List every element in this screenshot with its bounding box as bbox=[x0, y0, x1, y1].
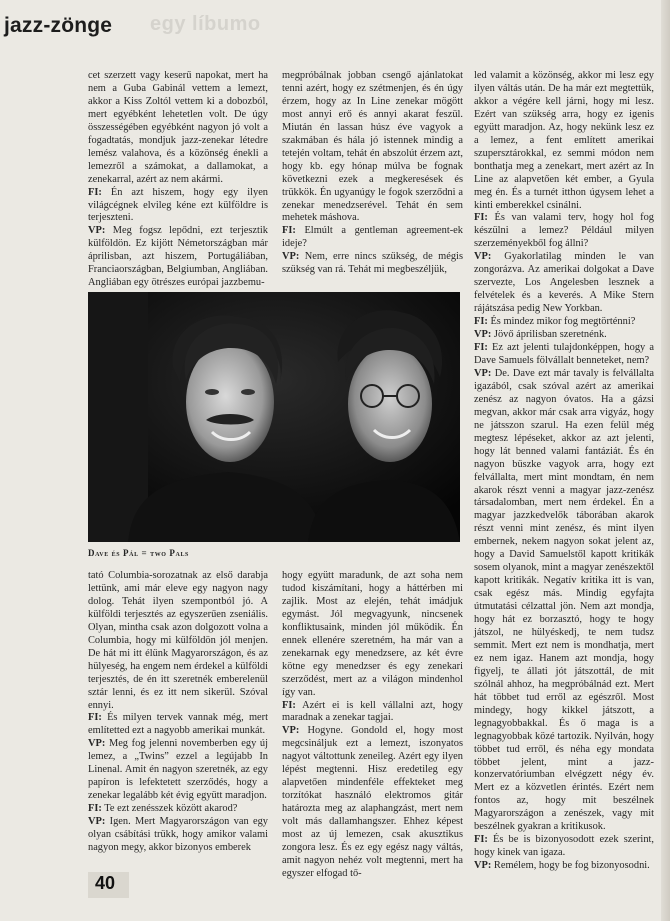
speaker-label: FI: bbox=[282, 699, 296, 711]
paragraph-text: Ez azt jelenti tulajdonképpen, hogy a Dave Samuels fölvállalt benneteket, nem? bbox=[474, 342, 654, 366]
paragraph bbox=[282, 70, 463, 225]
paragraph-text: tató Columbia-sorozatnak az első darabja lettünk, ami már eleve egy nagyon nagy dolog. Tehát ilyen szempontból jó. A külföldi terjesztés az egyszerűen zseniális. Olyan, mintha csak azon dolgozott volna a Columbia, hogy mi külföldön jól menjen. De hát mi itt élünk Magyarországon, és az hülyeség, ha engem nem érdekel a külföldi terjesztés, de én itt szeretnék emberelenül sztár lenni, és ez itt nem sikerül. Szóval ennyi. bbox=[88, 570, 268, 711]
paragraph-text: Nem, erre nincs szükség, de mégis szükség van rá. Tehát mi megbeszéljük, bbox=[282, 251, 463, 276]
speaker-label: FI: bbox=[88, 712, 102, 724]
paragraph bbox=[88, 738, 268, 803]
speaker-label: VP: bbox=[88, 816, 106, 828]
paragraph bbox=[282, 725, 463, 880]
paragraph-text: Gyakorlatilag minden le van zongorázva. Az amerikai dolgokat a Dave szervezte, Los Angelesben lesznek a felvételek és a keverés. A Mike Stern rájátszása pedig New Yorkban. bbox=[474, 251, 654, 315]
speaker-label: VP: bbox=[282, 251, 300, 263]
paragraph-text: És be is bizonyosodott ezek szerint, hogy kinek van igaza. bbox=[474, 834, 654, 859]
bleed-through-title: egy líbumo bbox=[150, 13, 261, 35]
section-title: jazz-zönge bbox=[4, 14, 113, 37]
paragraph-text: Elmúlt a gentleman agreement-ek ideje? bbox=[282, 225, 463, 250]
page-number: 40 bbox=[95, 873, 116, 893]
paragraph-text: Igen. Mert Magyarországon van egy olyan csábítási trükk, hogy amikor valami nagyon megy, akkor bizonyos emberek bbox=[88, 816, 268, 854]
paragraph-text: led valamit a közönség, akkor mi lesz egy ilyen váltás után. De ha már ezt megtettük, akkor a végére kell járni, hogy mi lesz. Ezért van szükség arra, hogy ez igenis együtt maradjon. Az, hogy nekünk lesz ez a lemez, a fent említett amerikai szupersztárokkal, ez semmi módon nem bonthatja meg a zenekart, mert azért az In Line az alapvetően két ember, a Gyula meg én. És a turnét itthon úgysem lehet a kinti emberekkel csinálni. bbox=[474, 70, 654, 211]
paragraph bbox=[88, 803, 268, 816]
paragraph-text: megpróbálnak jobban csengő ajánlatokat tenni azért, hogy ez szétmenjen, és én úgy érzem, hogy az In Line zenekar mögött most annyi erő és annyi akarat feszül. Miután én lassan húsz éve vagyok a szakmában és hála jó istennek mindig a tetején voltam, tehát én abszolút érzem azt, hogy kb. egy hónap múlva be fognak következni ezek a megkeresések és trükkök. Én ugyanúgy le fogok szerződni a zenekar menedzserével. Tehát én sem mehetek máshova. bbox=[282, 70, 463, 224]
paragraph-text: cet szerzett vagy keserű napokat, mert ha nem a Guba Gabinál vettem a lemezt, akkor a Kiss Zoltól vettem ki a dobozból, mert egyébként lehetetlen volt. De úgy összességében egyébként nagyon jó volt a fogadtatás, mondjuk jazz-zenekar létedre lemész valahova, és a közönség énekli a lemezről a számokat, a dallamokat, a zenekarral, azért az nem akármi. bbox=[88, 70, 268, 185]
paragraph bbox=[88, 187, 268, 226]
paragraph bbox=[282, 570, 463, 700]
paragraph-text: Meg fogsz lepődni, ezt terjesztik külföldön. Ez kijött Németországban már áprilisban, azt hiszem, Portugáliában, Franciaországban, Belgiumban, Angliában. Angliában egy ötrészes európai jazzbemu- bbox=[88, 225, 268, 289]
paragraph-text: Azért ei is kell vállalni azt, hogy maradnak a zenekar tagjai. bbox=[282, 699, 463, 724]
column-2-bottom bbox=[282, 570, 463, 879]
paragraph bbox=[474, 834, 654, 860]
paragraph bbox=[474, 342, 654, 368]
speaker-label: FI: bbox=[282, 225, 296, 237]
paragraph-text: hogy együtt maradunk, de azt soha nem tudod kiszámítani, hogy a háttérben mi zajlik. Most az elején, tehát imádjuk egymást. Jól megvagyunk, nincsenek konfliktusaink, minden jól működik. Én ennek ellenére szeretném, ha már van a zenekarnak egy menedzsere, az két évre kötne egy menedzser és egy zenekari szerződést, mert az a világon mindenhol így van. bbox=[282, 570, 463, 698]
paragraph bbox=[88, 225, 268, 290]
speaker-label: VP: bbox=[474, 329, 492, 341]
paragraph bbox=[474, 329, 654, 342]
paragraph-text: Remélem, hogy be fog bizonyosodni. bbox=[491, 860, 650, 872]
speaker-label: VP: bbox=[88, 225, 106, 237]
paragraph bbox=[474, 70, 654, 212]
paragraph-text: Hogyne. Gondold el, hogy most megcsináljuk ezt a lemezt, iszonyatos nagyot váltottunk zeneileg. Azért egy ilyen lépést megtenni. Hisz eredetileg egy alapvetően mindenféle effekteket meg torzítókat használó elektromos gitár határozta meg az alaphangzást, mert nem volt más dallamhangszer. Ehhez képest most az új lemezen, csak akusztikus zongora lesz. És ez egy egész nagy váltás, amit nagyon nehéz volt megtenni, mert ha egyszer elfogad tő- bbox=[282, 725, 463, 879]
page-edge bbox=[661, 0, 670, 921]
column-3 bbox=[474, 70, 654, 872]
speaker-label: FI: bbox=[474, 316, 488, 328]
column-1-top bbox=[88, 70, 268, 292]
paragraph bbox=[88, 712, 268, 738]
paragraph bbox=[88, 70, 268, 187]
paragraph-text: Te ezt zenésszek között akarod? bbox=[101, 803, 238, 815]
speaker-label: FI: bbox=[88, 186, 102, 198]
paragraph bbox=[282, 225, 463, 251]
paragraph-text: És mindez mikor fog megtörténni? bbox=[487, 316, 636, 328]
speaker-label: FI: bbox=[474, 212, 488, 224]
paragraph-text: És van valami terv, hogy hol fog készülni a lemez? Például milyen szerzeményekből fog állni? bbox=[474, 212, 654, 250]
column-2-top bbox=[282, 70, 463, 292]
paragraph bbox=[474, 251, 654, 316]
page-header bbox=[0, 10, 670, 42]
paragraph bbox=[282, 700, 463, 726]
paragraph bbox=[88, 570, 268, 712]
paragraph bbox=[282, 251, 463, 277]
paragraph-text: Jövő áprilisban szeretnénk. bbox=[491, 329, 607, 341]
photo-caption: Dave és Pál = two Pals bbox=[88, 548, 189, 558]
paragraph bbox=[88, 816, 268, 855]
paragraph-text: Én azt hiszem, hogy egy ilyen világcégnek elvileg kéne ezt külföldre is terjeszteni. bbox=[88, 186, 268, 224]
paragraph bbox=[474, 860, 654, 873]
speaker-label: FI: bbox=[88, 803, 102, 815]
column-1-bottom bbox=[88, 570, 268, 872]
paragraph-text: De. Dave ezt már tavaly is felvállalta igazából, csak szóval azért az amerikai zenész az nagyon óvatos. Ha a gázsi megvan, akkor már csak arra vigyáz, hogy ne játsszon szarul. Ha ezen felül még megtesz lépéseket, akkor az azt jelenti, hogy lát benned valami fantáziát. És én nagyon büszke vagyok arra, hogy ezt felvállalta, mert mint mondtam, én nem akarok részt venni a magyar jazz-zenész társadalomban, mert nem érdekel. Én a magyar jazzkedvelők táborában akarok részt venni mint zenész, és mint ilyen embernek, nekem nagyon sokat jelent az, hogy a David Samuelstől kapott kritikák sosem olyanok, mint a magyar zenészektől kapott kritikák. Negatív kritika itt is van, csak egész más. Mindig egyfajta útmutatási célzattal jön. Nem azt mondja, hogy hát ez borzasztó, hogy te hogy játszol, ne hülyéskedj, te nem tudsz semmit. Mert ezt nem is mondhatja, mert ez nem igaz. Hanem azt mondja, hogy figyelj, te állati jót játszottál, de mit szólnál ahhoz, ha megpróbálnád ezt. Mert hát többet tud erről az egészről. Most mindegy, hogy kikkel játszott, a legnagyobbakkal. És ő maga is a legnagyobbak közé tartozik. Nyilván, hogy többet tud erről, és néha egy mondata többet jelent, mint a jazz-konzervatóriumban elvégzett négy év. Mert ez a közvetlen érintés. Ezért nem fontos az, hogy mit beszélnek Magyarországon a zenészek, vagy mit beszélnek gyakran a kritikusok. bbox=[474, 367, 654, 833]
paragraph-text: Meg fog jelenni novemberben egy új lemez, a „Twins” ezzel a legújabb In Linenal. Amit én nagyon szeretnék, az egy papíron is lefektetett szerződés, hogy a zenekar legalább két évig együtt maradjon. bbox=[88, 738, 268, 802]
paragraph bbox=[474, 316, 654, 329]
speaker-label: FI: bbox=[474, 834, 488, 846]
speaker-label: VP: bbox=[88, 738, 106, 750]
speaker-label: FI: bbox=[474, 342, 488, 354]
photo bbox=[88, 292, 460, 542]
paragraph bbox=[474, 212, 654, 251]
photo-image bbox=[88, 292, 460, 542]
speaker-label: VP: bbox=[474, 860, 492, 872]
speaker-label: VP: bbox=[474, 251, 492, 263]
paragraph-text: És milyen tervek vannak még, mert említetted ezt a nagyobb amerikai munkát. bbox=[88, 712, 268, 737]
speaker-label: VP: bbox=[282, 725, 300, 737]
paragraph bbox=[474, 368, 654, 834]
speaker-label: VP: bbox=[474, 367, 492, 379]
